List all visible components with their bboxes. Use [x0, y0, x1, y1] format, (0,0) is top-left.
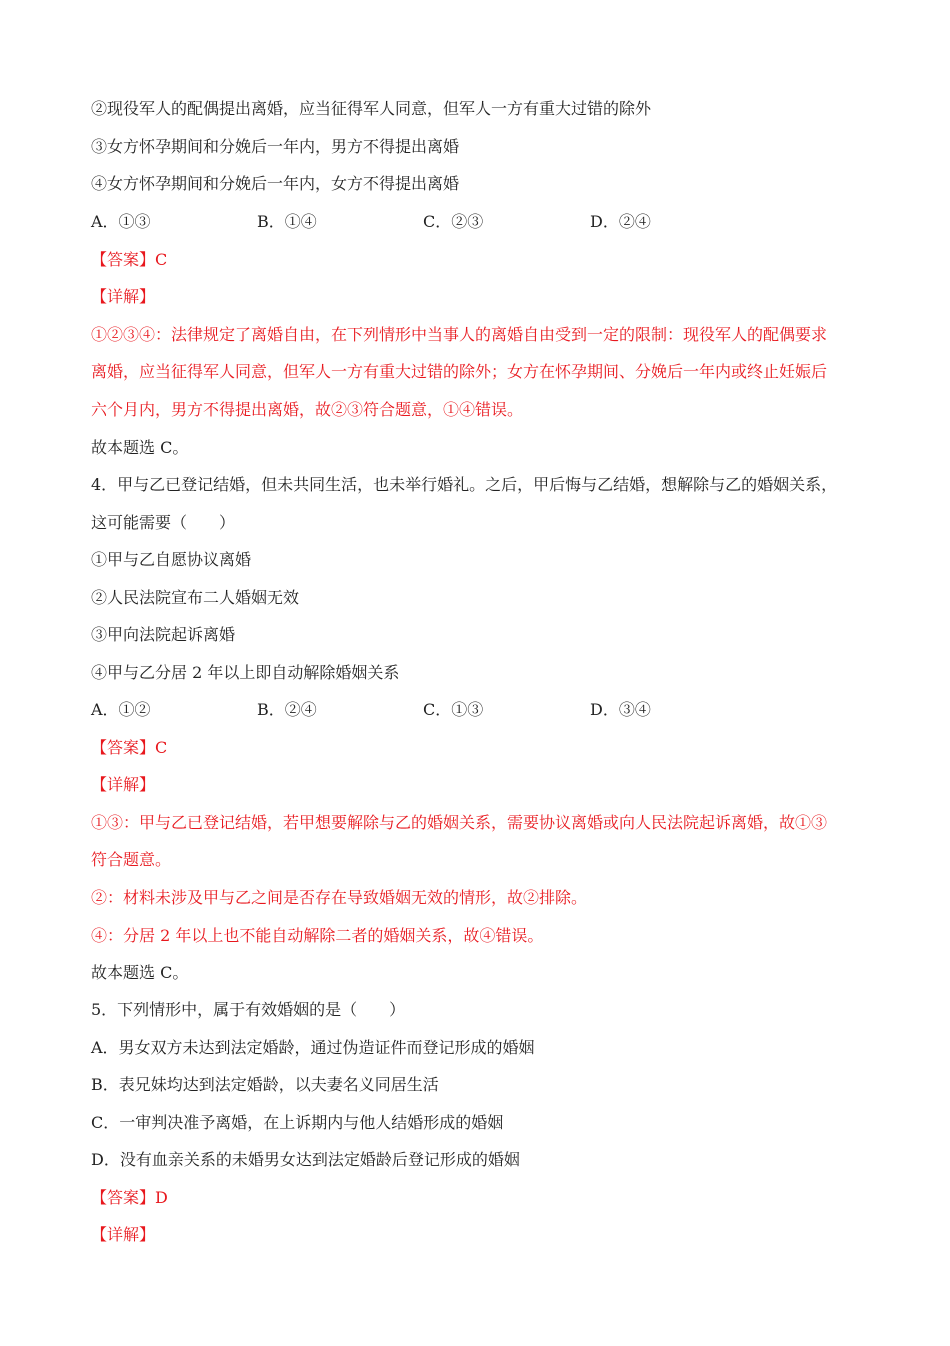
- q4-explanation-line-1: ①③：甲与乙已登记结婚，若甲想要解除与乙的婚姻关系，需要协议离婚或向人民法院起诉离婚，故①③: [91, 813, 828, 832]
- q4-option-b: B．②④: [257, 700, 317, 719]
- q3-explanation-line-3: 六个月内，男方不得提出离婚，故②③符合题意，①④错误。: [91, 400, 524, 419]
- q4-explanation-line-4: ④：分居 2 年以上也不能自动解除二者的婚姻关系，故④错误。: [91, 926, 544, 945]
- q5-option-d: D．没有血亲关系的未婚男女达到法定婚龄后登记形成的婚姻: [91, 1150, 520, 1169]
- q3-explanation-line-2: 离婚，应当征得军人同意，但军人一方有重大过错的除外；女方在怀孕期间、分娩后一年内或终止妊娠后: [91, 362, 828, 381]
- q5-answer: 【答案】D: [91, 1188, 168, 1207]
- q3-conclusion: 故本题选 C。: [91, 438, 189, 457]
- q3-option-d: D．②④: [590, 212, 651, 231]
- q3-statement-4: ④女方怀孕期间和分娩后一年内，女方不得提出离婚: [91, 174, 460, 193]
- q5-option-c: C．一审判决准予离婚，在上诉期内与他人结婚形成的婚姻: [91, 1113, 504, 1132]
- q4-answer: 【答案】C: [91, 738, 168, 757]
- q5-option-b: B．表兄妹均达到法定婚龄，以夫妻名义同居生活: [91, 1075, 439, 1094]
- q3-statement-2: ②现役军人的配偶提出离婚，应当征得军人同意，但军人一方有重大过错的除外: [91, 99, 652, 118]
- q4-statement-4: ④甲与乙分居 2 年以上即自动解除婚姻关系: [91, 663, 400, 682]
- q5-detail-label: 【详解】: [91, 1225, 156, 1244]
- q4-statement-3: ③甲向法院起诉离婚: [91, 625, 236, 644]
- q4-stem-line-1: 4．甲与乙已登记结婚，但未共同生活，也未举行婚礼。之后，甲后悔与乙结婚，想解除与乙的婚姻关系，: [91, 475, 838, 494]
- q4-stem-line-2: 这可能需要（ ）: [91, 513, 236, 532]
- q4-statement-1: ①甲与乙自愿协议离婚: [91, 550, 252, 569]
- q3-option-b: B．①④: [257, 212, 317, 231]
- q4-conclusion: 故本题选 C。: [91, 963, 189, 982]
- q3-answer: 【答案】C: [91, 250, 168, 269]
- q4-option-d: D．③④: [590, 700, 651, 719]
- q4-detail-label: 【详解】: [91, 775, 156, 794]
- q3-statement-3: ③女方怀孕期间和分娩后一年内，男方不得提出离婚: [91, 137, 460, 156]
- q4-explanation-line-2: 符合题意。: [91, 850, 172, 869]
- q5-stem: 5．下列情形中，属于有效婚姻的是（ ）: [91, 1000, 406, 1019]
- q4-option-c: C．①③: [423, 700, 484, 719]
- q3-option-c: C．②③: [423, 212, 484, 231]
- q5-option-a: A．男女双方未达到法定婚龄，通过伪造证件而登记形成的婚姻: [91, 1038, 535, 1057]
- q3-option-a: A．①③: [91, 212, 151, 231]
- q4-option-a: A．①②: [91, 700, 151, 719]
- q3-detail-label: 【详解】: [91, 287, 156, 306]
- q4-explanation-line-3: ②：材料未涉及甲与乙之间是否存在导致婚姻无效的情形，故②排除。: [91, 888, 588, 907]
- q4-statement-2: ②人民法院宣布二人婚姻无效: [91, 588, 300, 607]
- q3-explanation-line-1: ①②③④：法律规定了离婚自由，在下列情形中当事人的离婚自由受到一定的限制：现役军人的配偶要求: [91, 325, 828, 344]
